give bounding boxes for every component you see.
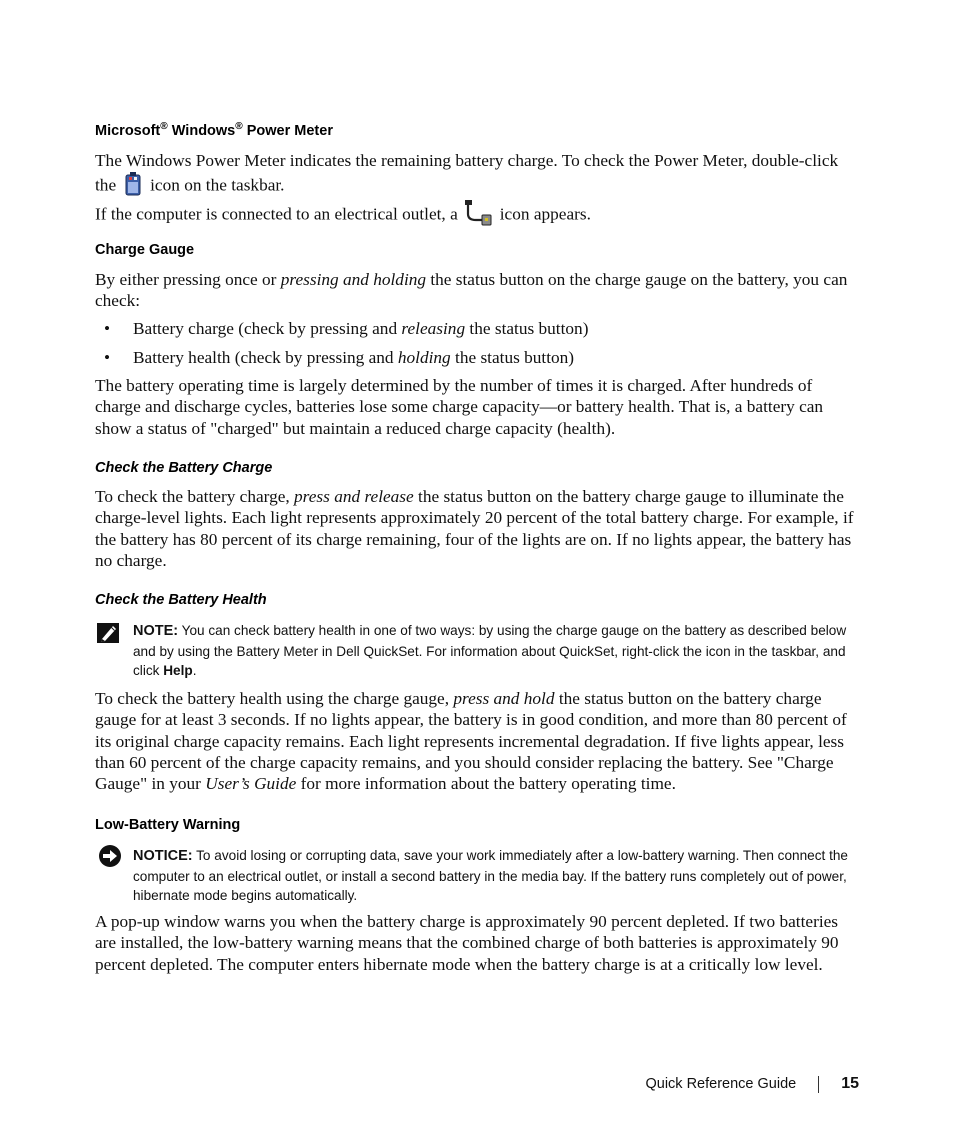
heading-text: Microsoft xyxy=(95,122,161,139)
page-number: 15 xyxy=(841,1075,859,1092)
emphasis-text: releasing xyxy=(401,319,466,338)
notice-body: To avoid losing or corrupting data, save your work immediately after a low-battery warning. Then connect the computer to an electrical outlet, or install a second battery in the media bay. If the battery runs completely out of power, hibernate mode begins automatically. xyxy=(133,848,848,904)
page-footer xyxy=(645,1075,859,1093)
paragraph-text: the status button on the charge gauge on the battery, you can check: xyxy=(95,270,848,311)
heading-low-battery-warning: Low-Battery Warning xyxy=(95,817,241,833)
ac-power-plug-icon xyxy=(464,198,494,233)
emphasis-text: holding xyxy=(397,348,451,367)
list-item-text: Battery charge (check by pressing and xyxy=(133,319,402,338)
list-item-text: Battery health (check by pressing and xyxy=(133,348,398,367)
registered-mark: ® xyxy=(235,121,243,132)
bullet-marker: • xyxy=(104,319,111,338)
paragraph-text: If the computer is connected to an electrical outlet, a xyxy=(95,204,458,224)
list-item xyxy=(95,318,860,339)
notice-text xyxy=(133,846,860,906)
heading-check-battery-charge: Check the Battery Charge xyxy=(95,460,273,476)
list-item-text: the status button) xyxy=(450,348,575,367)
heading-check-battery-health: Check the Battery Health xyxy=(95,592,267,608)
emphasis-text: press and release xyxy=(294,487,414,506)
note-pencil-icon xyxy=(97,622,121,649)
emphasis-text: User’s Guide xyxy=(205,774,297,794)
emphasis-text: press and hold xyxy=(453,689,555,708)
heading-text: Windows xyxy=(167,122,236,139)
operating-time-paragraph: The battery operating time is largely determined by the number of times it is charged. After hundreds of charge and discharge cycles, batteries lose some charge capacity—or battery health. That is, a battery can show a status of "charged" but maintain a reduced charge capacity (health). xyxy=(95,376,824,438)
bullet-marker: • xyxy=(104,348,111,367)
paragraph-text: the status button on the battery charge gauge for at least 3 seconds. If no lights appear, the battery is in good condition, and more than 80 percent of its original charge capacity remains. Each light represents incremental degradation. If five lights appear, less than 60 percent of the charge capacity remains, and you should consider replacing the battery. See "Charge Gauge" in your xyxy=(95,689,847,794)
low-battery-paragraph: A pop-up window warns you when the battery charge is approximately 90 percent depleted. If two batteries are installed, the low-battery warning means that the combined charge of both batteries is approximately 90 percent depleted. The computer enters hibernate mode when the battery charge is at a critically low level. xyxy=(95,912,839,974)
notice-label: NOTICE: xyxy=(133,848,193,864)
paragraph-text: icon appears. xyxy=(499,204,591,224)
paragraph-text: icon on the taskbar. xyxy=(150,175,285,195)
emphasis-text: pressing and holding xyxy=(280,270,427,289)
note-body: You can check battery health in one of two ways: by using the charge gauge on the battery as described below and by using the Battery Meter in Dell QuickSet. For information about QuickSet, right-click the icon in the taskbar, and click xyxy=(133,623,847,679)
check-options-list xyxy=(95,318,860,368)
check-charge-paragraph xyxy=(95,486,860,571)
paragraph-text: By either pressing once or xyxy=(95,270,281,289)
paragraph-text: The Windows Power Meter indicates the remaining battery charge. To check the Power Meter, double-click the xyxy=(95,151,839,195)
notice-box xyxy=(95,843,860,905)
footer-guide-title: Quick Reference Guide xyxy=(645,1076,797,1092)
list-item-text: the status button) xyxy=(465,319,589,338)
heading-text: Power Meter xyxy=(242,122,333,139)
note-text xyxy=(133,621,860,681)
paragraph-text: To check the battery charge, xyxy=(95,487,295,506)
heading-power-meter xyxy=(95,121,860,139)
charge-gauge-paragraph xyxy=(95,269,860,312)
notice-arrow-icon xyxy=(98,844,122,873)
paragraph-text: the status button on the battery charge gauge to illuminate the charge-level lights. Each light represents approximately 20 percent of the total battery charge. For example, if the battery has 80 percent of its charge remaining, four of the lights are on. If no lights appear, the battery has no charge. xyxy=(95,487,854,570)
footer-divider xyxy=(818,1076,819,1093)
power-meter-paragraph xyxy=(95,150,860,203)
heading-charge-gauge: Charge Gauge xyxy=(95,242,195,258)
note-box xyxy=(95,620,860,682)
registered-mark: ® xyxy=(160,121,168,132)
power-outlet-paragraph xyxy=(95,198,860,233)
note-label: NOTE: xyxy=(133,623,179,639)
list-item xyxy=(95,347,860,368)
help-label: Help xyxy=(163,663,193,679)
paragraph-text: for more information about the battery operating time. xyxy=(296,774,676,794)
check-health-paragraph xyxy=(95,688,860,794)
note-body: . xyxy=(192,663,197,679)
paragraph-text: To check the battery health using the charge gauge, xyxy=(95,689,454,708)
